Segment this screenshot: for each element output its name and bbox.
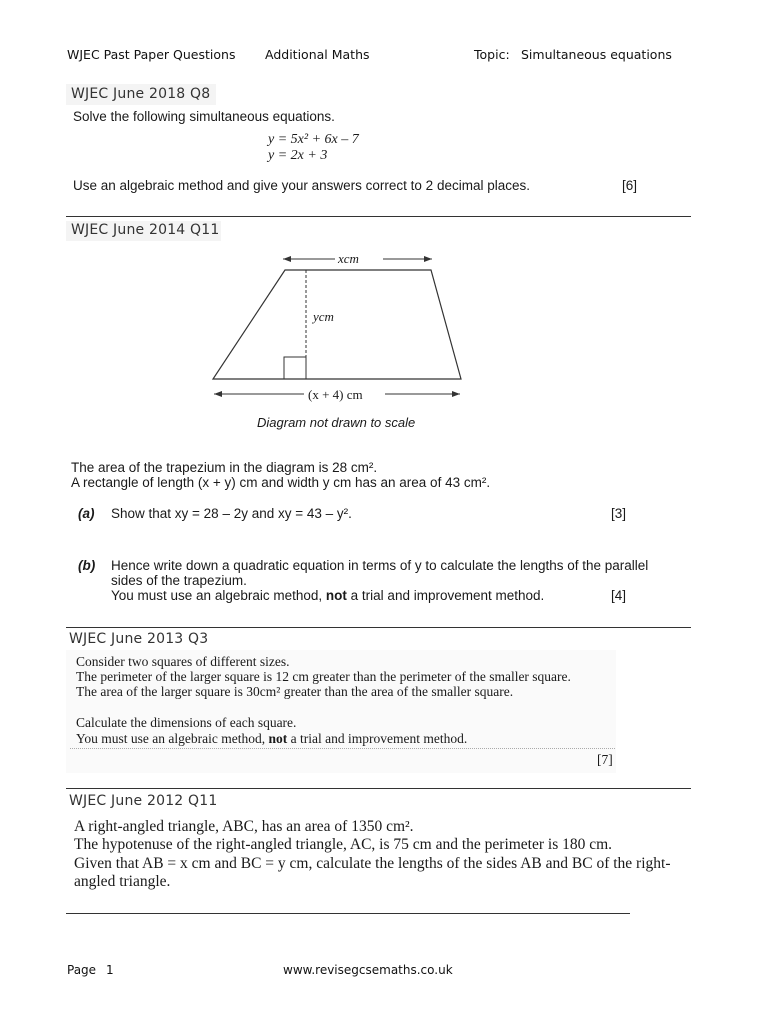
q4-line-2: The hypotenuse of the right-angled triangle, AC, is 75 cm and the perimeter is 180 cm. — [74, 836, 613, 853]
footer-website: www.revisegcsemaths.co.uk — [283, 963, 453, 977]
q1-instruction: Use an algebraic method and give your answers correct to 2 decimal places. — [73, 178, 530, 193]
q1-equation-2: y = 2x + 3 — [268, 148, 328, 163]
header-topic-value: Simultaneous equations — [521, 47, 672, 62]
q1-intro: Solve the following simultaneous equations. — [73, 109, 335, 124]
q2-label: WJEC June 2014 Q11 — [71, 222, 220, 238]
bottom-arrow-left-head — [214, 391, 222, 397]
top-arrow-left-head — [283, 256, 291, 262]
q3-line-2: The perimeter of the larger square is 12 cm greater than the perimeter of the smaller square. — [76, 669, 571, 684]
diagram-bottom-label: (x + 4) cm — [308, 387, 363, 402]
q3-dotted-line — [70, 748, 615, 749]
q4-line-1: A right-angled triangle, ABC, has an area of 1350 cm². — [74, 818, 414, 835]
top-arrow-right-head — [424, 256, 432, 262]
footer-page-label: Page — [67, 963, 97, 977]
q1-marks: [6] — [622, 178, 638, 193]
q4-line-3: Given that AB = x cm and BC = y cm, calculate the lengths of the sides AB and BC of the right- — [74, 855, 671, 872]
bottom-arrow-right-head — [452, 391, 460, 397]
header-topic-label: Topic: — [474, 47, 510, 62]
q1-label: WJEC June 2018 Q8 — [71, 86, 211, 102]
q4-label: WJEC June 2012 Q11 — [69, 793, 218, 809]
header-paper-title: WJEC Past Paper Questions — [67, 47, 236, 62]
q3-label: WJEC June 2013 Q3 — [69, 631, 209, 647]
q4-line-4: angled triangle. — [74, 873, 171, 890]
q2-part-b-line-2: sides of the trapezium. — [111, 573, 247, 588]
q3-line-5 — [76, 731, 467, 747]
q2-part-b-line-3 — [111, 588, 544, 603]
q1-equation-1: y = 5x² + 6x – 7 — [268, 132, 359, 147]
q2-part-a-text: Show that xy = 28 – 2y and xy = 43 – y². — [111, 506, 352, 521]
divider-1 — [66, 216, 691, 217]
q2-part-b-line-1: Hence write down a quadratic equation in terms of y to calculate the lengths of the parallel — [111, 558, 649, 573]
diagram-height-label: ycm — [313, 309, 334, 324]
diagram-caption: Diagram not drawn to scale — [257, 415, 416, 430]
q2-part-a-label: (a) — [78, 506, 95, 521]
trapezium-diagram — [200, 248, 475, 438]
right-angle-marker — [284, 357, 306, 379]
divider-2 — [66, 627, 691, 628]
q3-line-5-pre: You must use an algebraic method, — [76, 731, 266, 746]
q2-part-b-line-3-pre: You must use an algebraic method, — [111, 588, 323, 603]
q2-part-b-line-3-bold: not — [325, 588, 347, 603]
trapezium-shape — [213, 270, 461, 379]
diagram-top-label: xcm — [338, 251, 359, 266]
q2-part-b-line-3-post: a trial and improvement method. — [350, 588, 545, 603]
q3-line-5-post: a trial and improvement method. — [290, 731, 468, 746]
header-subject: Additional Maths — [265, 47, 370, 62]
divider-4 — [66, 913, 630, 914]
q3-line-3: The area of the larger square is 30cm² greater than the area of the smaller square. — [76, 684, 514, 699]
footer-page-number: 1 — [106, 963, 114, 977]
q2-line-2: A rectangle of length (x + y) cm and width y cm has an area of 43 cm². — [71, 475, 491, 490]
q2-part-a-marks: [3] — [611, 506, 627, 521]
q2-part-b-marks: [4] — [611, 588, 627, 603]
q2-line-1: The area of the trapezium in the diagram is 28 cm². — [71, 460, 378, 475]
q3-line-1: Consider two squares of different sizes. — [76, 654, 290, 669]
q3-line-5-bold: not — [268, 731, 288, 746]
q3-marks: [7] — [597, 752, 613, 767]
q2-part-b-label: (b) — [78, 558, 96, 573]
q3-line-4: Calculate the dimensions of each square. — [76, 715, 297, 730]
divider-3 — [66, 788, 691, 789]
